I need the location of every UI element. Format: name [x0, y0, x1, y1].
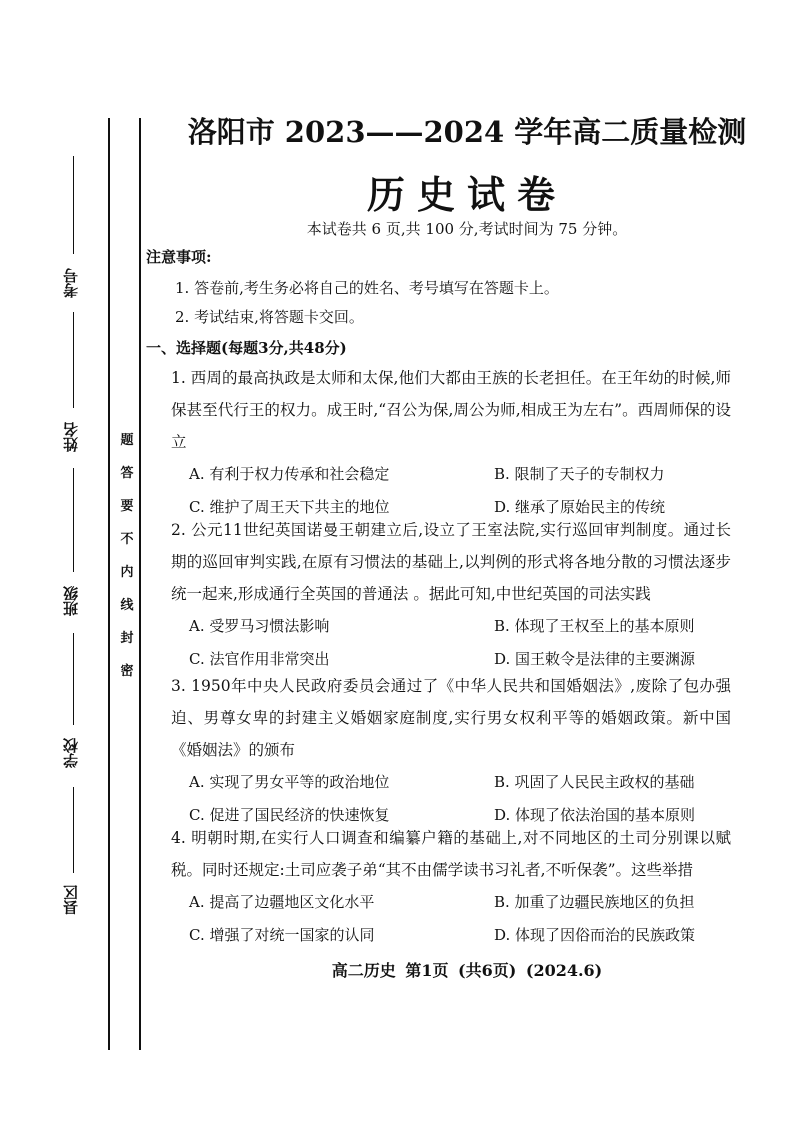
name-field [60, 422, 90, 452]
school-field [60, 738, 90, 768]
option-d[interactable]: D. 体现了因俗而治的民族政策 [494, 926, 696, 944]
option-d[interactable]: D. 国王敕令是法律的主要渊源 [494, 650, 696, 668]
option-c[interactable]: C. 维护了周王天下共主的地位 [189, 498, 390, 516]
district-blank[interactable] [73, 787, 74, 873]
option-b[interactable]: B. 加重了边疆民族地区的负担 [494, 893, 695, 911]
question-text: 4. 明朝时期,在实行人口调查和编纂户籍的基础上,对不同地区的土司分别课以赋税。同时还规定:土司应袭子弟“其不由儒学读书习礼者,不听保袭”。这些举措 [171, 829, 731, 879]
option-b[interactable]: B. 体现了王权至上的基本原则 [494, 617, 695, 635]
question-2 [171, 514, 731, 676]
seal-char: 不 [120, 532, 134, 547]
question-text: 3. 1950年中央人民政府委员会通过了《中华人民共和国婚姻法》,废除了包办强迫、男尊女卑的封建主义婚姻家庭制度,实行男女权利平等的婚姻政策。新中国《婚姻法》的颁布 [171, 677, 731, 759]
class-field [60, 586, 90, 616]
option-d[interactable]: D. 体现了依法治国的基本原则 [494, 806, 696, 824]
seal-char: 线 [120, 598, 134, 613]
school-blank[interactable] [73, 633, 74, 725]
option-list [171, 610, 731, 676]
page-footer: 高二历史 第1页 (共6页) (2024.6) [331, 961, 603, 980]
option-b[interactable]: B. 限制了天子的专制权力 [494, 465, 665, 483]
seal-char: 密 [120, 664, 134, 679]
option-a[interactable]: A. 有利于权力传承和社会稳定 [189, 465, 390, 483]
seal-char: 题 [120, 433, 134, 448]
option-d[interactable]: D. 继承了原始民主的传统 [494, 498, 666, 516]
question-text: 2. 公元11世纪英国诺曼王朝建立后,设立了王室法院,实行巡回审判制度。通过长期的巡回审判实践,在原有习惯法的基础上,以判例的形式将各地分散的习惯法逐步统一起来,形成通行全英国的普通法 。据此可知,中世纪英国的司法实践 [171, 521, 731, 603]
seal-line-text [116, 424, 138, 688]
notes-heading: 注意事项: [146, 248, 212, 266]
section-heading: 一、选择题(每题3分,共48分) [146, 339, 347, 357]
option-c[interactable]: C. 增强了对统一国家的认同 [189, 926, 375, 944]
seal-char: 答 [120, 466, 134, 481]
option-b[interactable]: B. 巩固了人民民主政权的基础 [494, 773, 695, 791]
option-c[interactable]: C. 法官作用非常突出 [189, 650, 330, 668]
note-item: 2. 考试结束,将答题卡交回。 [175, 308, 364, 326]
seal-char: 内 [120, 565, 134, 580]
margin-line-inner [139, 118, 141, 1050]
exam-number-field [60, 268, 90, 298]
district-label: 县区 [62, 885, 80, 915]
exam-info: 本试卷共 6 页,共 100 分,考试时间为 75 分钟。 [306, 220, 628, 238]
class-label: 班级 [62, 586, 80, 616]
question-4 [171, 822, 731, 952]
name-label: 姓名 [62, 422, 80, 452]
question-1 [171, 362, 731, 524]
option-a[interactable]: A. 受罗马习惯法影响 [189, 617, 330, 635]
option-c[interactable]: C. 促进了国民经济的快速恢复 [189, 806, 390, 824]
note-item: 1. 答卷前,考生务必将自己的姓名、考号填写在答题卡上。 [175, 279, 559, 297]
question-text: 1. 西周的最高执政是太师和太保,他们大都由王族的长老担任。在王年幼的时候,师保甚至代行王的权力。成王时,“召公为保,周公为师,相成王为左右”。西周师保的设立 [171, 369, 731, 451]
question-3 [171, 670, 731, 832]
option-a[interactable]: A. 提高了边疆地区文化水平 [189, 893, 375, 911]
class-blank[interactable] [73, 468, 74, 572]
margin-line-outer [108, 118, 110, 1050]
seal-char: 封 [120, 631, 134, 646]
name-blank[interactable] [73, 312, 74, 408]
exam-title: 洛阳市 2023——2024 学年高二质量检测 [187, 115, 747, 149]
district-field [60, 885, 90, 915]
school-label: 学校 [62, 738, 80, 768]
exam-subtitle: 历史试卷 [366, 172, 567, 217]
exam-number-blank[interactable] [73, 156, 74, 254]
exam-number-label: 考号 [62, 268, 80, 298]
option-a[interactable]: A. 实现了男女平等的政治地位 [189, 773, 390, 791]
option-list [171, 886, 731, 952]
seal-char: 要 [120, 499, 134, 514]
